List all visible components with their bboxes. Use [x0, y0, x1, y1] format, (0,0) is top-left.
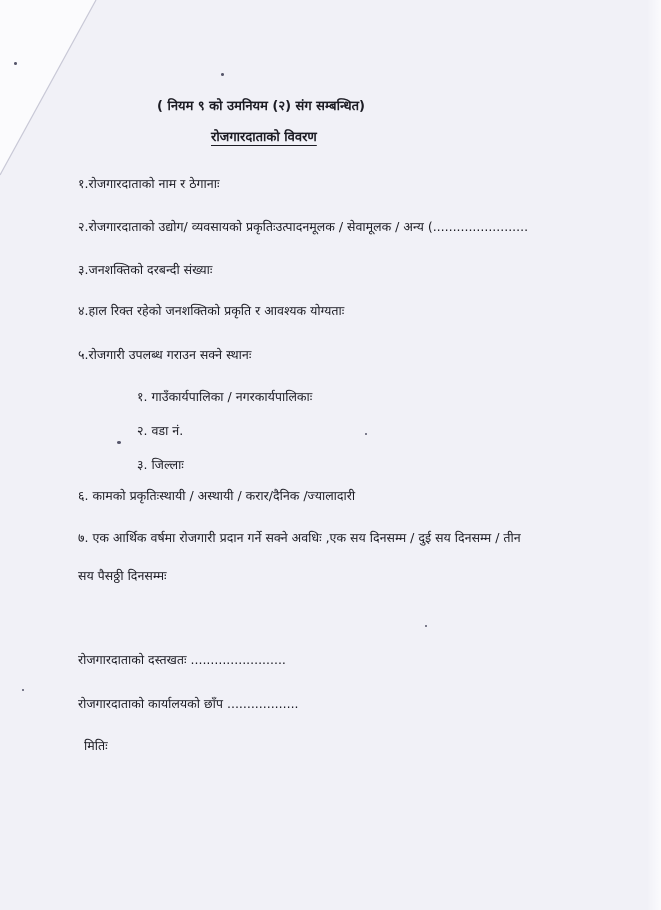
field-office-stamp: रोजगारदाताको कार्यालयको छाँप ..................	[78, 696, 299, 711]
field-date: मितिः	[84, 738, 108, 753]
subfield-ward-number: २. वडा नं.	[137, 423, 184, 438]
field-vacant-manpower-qualification: ४.हाल रिक्त रहेको जनशक्तिको प्रकृति र आवश्यक योग्यताः	[78, 303, 345, 318]
scan-speck	[425, 625, 427, 627]
scan-speck	[117, 441, 121, 444]
field-employment-duration: ७. एक आर्थिक वर्षमा रोजगारी प्रदान गर्ने सक्ने अवधिः ,एक सय दिनसम्म / दुई सय दिनसम्म / तीन	[78, 530, 521, 545]
scan-speck	[221, 73, 224, 76]
field-employer-name-address: १.रोजगारदाताको नाम र ठेगानाः	[78, 176, 220, 191]
form-title: रोजगारदाताको विवरण	[211, 130, 317, 145]
subfield-municipality: १. गाउँकार्यपालिका / नगरकार्यपालिकाः	[137, 389, 313, 404]
field-industry-nature: २.रोजगारदाताको उद्योग/ व्यवसायको प्रकृतिःउत्पादनमूलक / सेवामूलक / अन्य (........................	[78, 219, 529, 234]
field-employment-duration-continued: सय पैसठ्ठी दिनसम्मः	[78, 568, 167, 583]
field-work-nature: ६. कामको प्रकृतिःस्थायी / अस्थायी / करार/दैनिक /ज्यालादारी	[78, 488, 356, 503]
field-employment-location: ५.रोजगारी उपलब्ध गराउन सक्ने स्थानः	[78, 347, 252, 362]
rule-reference-header: ( नियम ९ को उमनियम (२) संग सम्बन्धित)	[157, 99, 365, 114]
field-employer-signature: रोजगारदाताको दस्तखतः ........................	[78, 652, 286, 667]
page-edge	[647, 0, 661, 910]
scan-speck	[14, 62, 17, 65]
scan-speck	[22, 689, 24, 691]
subfield-district: ३. जिल्लाः	[137, 457, 184, 472]
field-manpower-quota: ३.जनशक्तिको दरबन्दी संख्याः	[78, 262, 213, 277]
scan-speck	[365, 433, 367, 435]
